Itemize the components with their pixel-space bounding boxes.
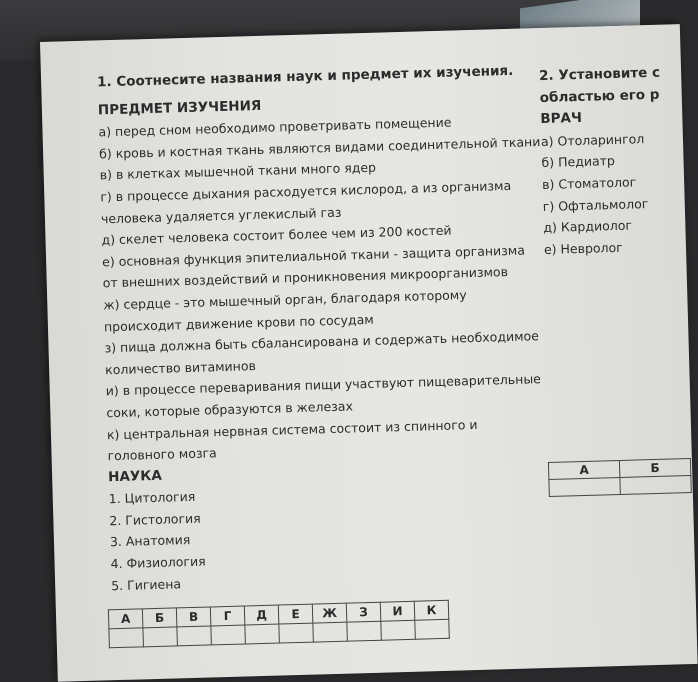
subject-list — [98, 109, 547, 467]
subject-line: головного мозга — [107, 445, 217, 464]
task1-title: 1. Соотнесите названия наук и предмет их изучения. — [96, 62, 514, 91]
answer-header-cell: Г — [210, 606, 245, 626]
answer-header-cell: Б — [619, 459, 690, 478]
task2-column — [539, 62, 684, 260]
subject-line: д) скелет человека состоит более чем из 200 костей — [101, 222, 452, 248]
science-item: 3. Анатомия — [109, 532, 191, 550]
answer-header-cell: Д — [244, 605, 279, 625]
subject-line: ж) сердце - это мышечный орган, благодаря которому — [103, 287, 467, 313]
task2-answer-table — [548, 458, 692, 497]
worksheet-page — [40, 24, 698, 682]
science-item: 1. Цитология — [108, 489, 196, 507]
subject-line: человека удаляется углекислый газ — [100, 204, 342, 226]
subject-line: от внешних воздействий и проникновения микроорганизмов — [102, 264, 509, 291]
subject-line: количество витаминов — [104, 357, 257, 378]
answer-cell[interactable] — [381, 620, 416, 640]
subject-line: и) в процессе переваривания пищи участвуют пищеварительные — [105, 371, 542, 399]
subject-line: б) кровь и костная ткань являются видами соединительной ткани — [98, 133, 541, 162]
doctor-heading: ВРАЧ — [540, 110, 583, 128]
answer-header-cell: Е — [278, 604, 313, 624]
subject-line: происходит движение крови по сосудам — [103, 311, 374, 334]
answer-cell[interactable] — [620, 475, 691, 494]
subject-line: з) пища должна быть сбалансирована и содержать необходимое — [104, 328, 540, 356]
answer-cell[interactable] — [347, 621, 382, 641]
answer-header-cell: Б — [142, 608, 177, 628]
answer-input-row — [549, 475, 691, 496]
science-item: 4. Физиология — [110, 553, 206, 572]
science-list — [108, 476, 551, 596]
doctor-item: е) Невролог — [543, 239, 623, 257]
subject-heading: ПРЕДМЕТ ИЗУЧЕНИЯ — [97, 97, 262, 118]
answer-cell[interactable] — [177, 626, 212, 646]
doctor-item: а) Отоларингол — [540, 130, 645, 149]
answer-cell[interactable] — [549, 477, 620, 496]
subject-line: соки, которые образуются в железах — [106, 398, 354, 421]
task2-title-line1: 2. Установите с — [538, 64, 661, 85]
science-heading: НАУКА — [107, 467, 163, 485]
answer-cell[interactable] — [279, 623, 314, 643]
answer-cell[interactable] — [109, 628, 144, 648]
doctor-item: в) Стоматолог — [541, 174, 637, 192]
subject-line: в) в клетках мышечной ткани много ядер — [99, 160, 377, 183]
answer-cell[interactable] — [415, 619, 450, 639]
answer-header-cell: И — [380, 601, 415, 621]
doctor-item: д) Кардиолог — [543, 217, 633, 236]
answer-header-cell: Ж — [312, 603, 347, 623]
science-item: 2. Гистология — [109, 510, 201, 529]
doctor-item: б) Педиатр — [541, 153, 616, 171]
answer-header-cell: З — [346, 602, 381, 622]
answer-cell[interactable] — [211, 625, 246, 645]
subject-line: г) в процессе дыхания расходуется кислород, а из организма — [100, 177, 512, 205]
answer-header-cell: А — [548, 460, 619, 479]
subject-line: е) основная функция эпителиальной ткани - защита организма — [101, 242, 526, 270]
subject-line: а) перед сном необходимо проветривать помещение — [98, 114, 452, 140]
science-item: 5. Гигиена — [110, 575, 182, 593]
doctor-item: г) Офтальмолог — [542, 195, 649, 214]
answer-header-cell: В — [176, 607, 211, 627]
task1-answer-table — [108, 600, 450, 649]
answer-cell[interactable] — [143, 627, 178, 647]
task1-column — [97, 60, 551, 596]
answer-cell[interactable] — [245, 624, 280, 644]
answer-cell[interactable] — [313, 622, 348, 642]
task2-title-line2: областью его р — [539, 86, 660, 106]
subject-line: к) центральная нервная система состоит из спинного и — [106, 416, 478, 442]
answer-header-cell: К — [414, 600, 449, 620]
answer-header-cell: А — [108, 609, 143, 629]
